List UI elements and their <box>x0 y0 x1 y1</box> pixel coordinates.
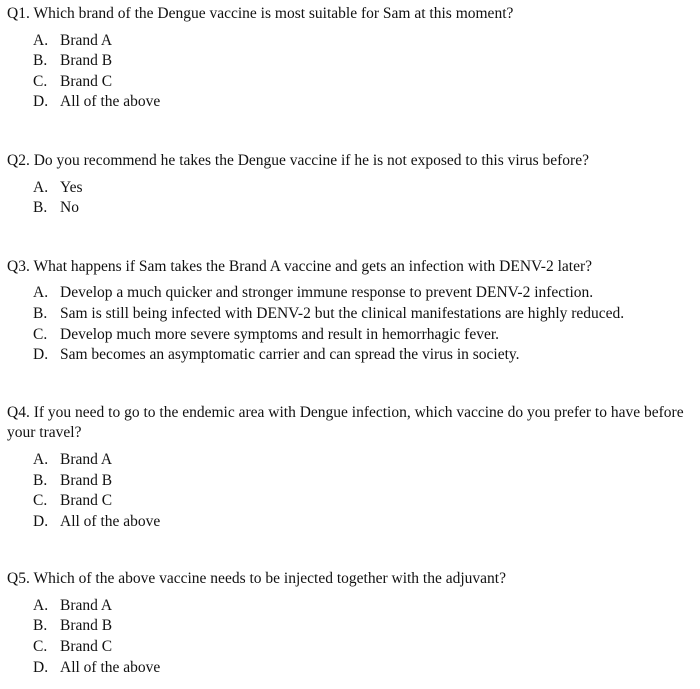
question-4-text: If you need to go to the endemic area with Dengue infection, which vaccine do you prefer to have before your travel? <box>7 403 684 442</box>
question-1-number: Q1. <box>7 5 30 22</box>
question-5 <box>7 569 695 678</box>
option-letter: C. <box>33 72 48 90</box>
option-text: Brand B <box>60 617 113 635</box>
question-5-option-d[interactable] <box>7 658 695 679</box>
option-letter: A. <box>33 31 49 49</box>
question-1 <box>7 4 695 113</box>
option-letter: B. <box>33 471 48 489</box>
option-text: Brand C <box>60 72 113 90</box>
question-4-option-a[interactable] <box>7 450 695 471</box>
question-1-option-a[interactable] <box>7 31 695 52</box>
question-3-prompt <box>7 257 695 278</box>
question-5-option-a[interactable] <box>7 596 695 617</box>
option-text: Develop much more severe symptoms and result in hemorrhagic fever. <box>60 325 500 343</box>
question-sheet <box>7 4 695 678</box>
question-1-options <box>7 31 695 113</box>
question-1-prompt <box>7 4 695 25</box>
question-5-options <box>7 596 695 678</box>
option-text: No <box>60 199 79 217</box>
option-letter: C. <box>33 638 48 656</box>
question-2 <box>7 151 695 219</box>
question-5-option-b[interactable] <box>7 616 695 637</box>
question-3-option-b[interactable] <box>7 304 695 325</box>
question-1-option-b[interactable] <box>7 51 695 72</box>
question-4-option-d[interactable] <box>7 512 695 533</box>
question-2-options <box>7 178 695 219</box>
option-letter: D. <box>33 658 49 676</box>
option-letter: B. <box>33 617 48 635</box>
question-4-option-b[interactable] <box>7 471 695 492</box>
question-4-option-c[interactable] <box>7 491 695 512</box>
question-3-text: What happens if Sam takes the Brand A vaccine and gets an infection with DENV-2 later? <box>33 257 592 275</box>
question-2-text: Do you recommend he takes the Dengue vaccine if he is not exposed to this virus before? <box>33 151 589 169</box>
question-4-prompt <box>7 403 695 444</box>
option-text: Brand B <box>60 52 113 70</box>
question-3-number: Q3. <box>7 257 30 275</box>
option-letter: A. <box>33 178 49 196</box>
option-text: Brand B <box>60 471 113 489</box>
option-letter: A. <box>33 284 49 302</box>
option-letter: A. <box>33 596 49 614</box>
option-text: Sam is still being infected with DENV-2 but the clinical manifestations are highly reduced. <box>60 304 625 322</box>
option-text: Brand C <box>60 638 113 656</box>
question-2-option-b[interactable] <box>7 198 695 219</box>
option-text: Brand A <box>60 596 113 614</box>
question-1-option-d[interactable] <box>7 92 695 113</box>
question-2-prompt <box>7 151 695 172</box>
option-text: Brand A <box>60 450 113 468</box>
option-letter: A. <box>33 450 49 468</box>
question-5-text: Which of the above vaccine needs to be injected together with the adjuvant? <box>33 570 506 588</box>
option-letter: C. <box>33 492 48 510</box>
question-5-number: Q5. <box>7 570 30 588</box>
question-3-option-a[interactable] <box>7 283 695 304</box>
question-4-options <box>7 450 695 532</box>
option-text: Sam becomes an asymptomatic carrier and can spread the virus in society. <box>60 346 520 364</box>
option-text: All of the above <box>60 658 161 676</box>
question-3-options <box>7 283 695 365</box>
question-4 <box>7 403 695 533</box>
question-3-option-c[interactable] <box>7 325 695 346</box>
question-5-prompt <box>7 569 695 590</box>
option-text: All of the above <box>60 512 161 530</box>
option-text: Yes <box>60 178 83 196</box>
option-text: Develop a much quicker and stronger immune response to prevent DENV-2 infection. <box>60 284 594 302</box>
question-2-option-a[interactable] <box>7 178 695 199</box>
option-text: All of the above <box>60 93 161 111</box>
question-4-number: Q4. <box>7 403 30 421</box>
question-1-option-c[interactable] <box>7 72 695 93</box>
option-letter: D. <box>33 512 49 530</box>
option-text: Brand C <box>60 492 113 510</box>
option-text: Brand A <box>60 31 113 49</box>
question-2-number: Q2. <box>7 151 30 169</box>
option-letter: B. <box>33 304 48 322</box>
option-letter: C. <box>33 325 48 343</box>
option-letter: D. <box>33 93 49 111</box>
option-letter: B. <box>33 52 48 70</box>
question-3-option-d[interactable] <box>7 345 695 366</box>
option-letter: D. <box>33 346 49 364</box>
question-3 <box>7 257 695 366</box>
question-1-text: Which brand of the Dengue vaccine is most suitable for Sam at this moment? <box>33 5 514 22</box>
option-letter: B. <box>33 199 48 217</box>
question-5-option-c[interactable] <box>7 637 695 658</box>
